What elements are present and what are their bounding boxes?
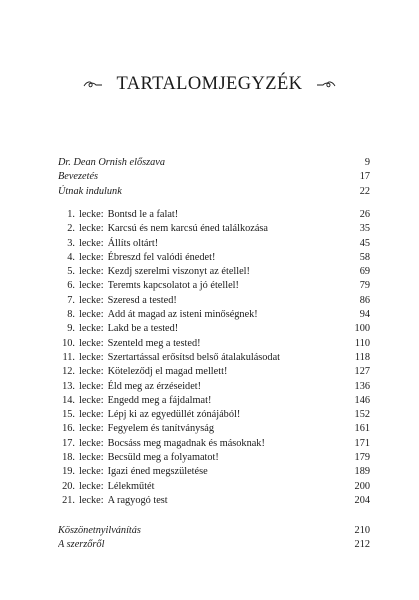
entry-title: Fegyelem és tanítványság [107, 423, 214, 435]
entry-page: 45 [359, 237, 370, 249]
lesson-number: 21. [62, 494, 75, 506]
lesson-number: 10. [62, 337, 75, 349]
entry-page: 9 [364, 157, 370, 168]
lesson-number: 11. [62, 351, 75, 363]
entry-page: 22 [359, 185, 370, 197]
entry-page: 100 [354, 323, 370, 335]
page-title: TARTALOMJEGYZÉK [116, 74, 303, 94]
entry-page: 94 [359, 309, 370, 321]
toc-entry-lesson[interactable] [58, 351, 370, 365]
toc-entry-lesson[interactable] [58, 222, 370, 236]
toc-entry-lesson[interactable] [58, 380, 370, 394]
entry-title: Bontsd le a falat! [107, 209, 179, 220]
toc-entry-lesson[interactable] [58, 480, 370, 494]
toc-entry-lesson[interactable] [58, 451, 370, 465]
entry-title: Szeresd a tested! [107, 294, 177, 306]
lesson-prefix: lecke: [79, 266, 104, 278]
lesson-prefix: lecke: [79, 380, 104, 392]
toc-entry[interactable] [58, 170, 370, 184]
toc-entry-lesson[interactable] [58, 337, 370, 351]
entry-page: 200 [354, 480, 370, 492]
entry-title: Add át magad az isteni minőségnek! [107, 309, 258, 321]
entry-page: 58 [359, 251, 370, 263]
lesson-number: 3. [67, 237, 75, 249]
toc-entry-lesson[interactable] [58, 394, 370, 408]
entry-title: Útnak indulunk [58, 185, 122, 197]
toc-entry-lesson[interactable] [58, 408, 370, 422]
lesson-prefix: lecke: [79, 452, 104, 464]
lesson-prefix: lecke: [79, 251, 104, 263]
lesson-number: 14. [62, 394, 75, 406]
lesson-number: 5. [67, 266, 75, 278]
lesson-prefix: lecke: [79, 337, 104, 349]
lesson-number: 15. [62, 409, 75, 421]
front-matter-list [58, 156, 370, 199]
entry-title: Lélekműtét [107, 480, 155, 492]
toc-entry-lesson[interactable] [58, 265, 370, 279]
lesson-prefix: lecke: [79, 223, 104, 235]
entry-title: Szenteld meg a tested! [107, 337, 201, 349]
toc-entry-lesson[interactable] [58, 365, 370, 379]
lesson-prefix: lecke: [79, 309, 104, 321]
entry-title: Köteleződj el magad mellett! [107, 366, 228, 378]
entry-title: Igazi éned megszületése [107, 466, 208, 478]
entry-title: Köszönetnyilvánítás [58, 525, 141, 536]
lesson-prefix: lecke: [79, 280, 104, 292]
entry-title: Bocsáss meg magadnak és másoknak! [107, 437, 265, 449]
entry-title: Állíts oltárt! [107, 237, 159, 249]
toc-entry-lesson[interactable] [58, 279, 370, 293]
lessons-list [58, 208, 370, 508]
entry-page: 161 [354, 423, 370, 435]
lesson-number: 1. [67, 209, 75, 220]
lesson-number: 4. [67, 251, 75, 263]
left-flourish-icon [83, 80, 103, 90]
entry-page: 204 [354, 494, 370, 506]
entry-page: 152 [354, 409, 370, 421]
entry-title: Karcsú és nem karcsú éned találkozása [107, 223, 268, 235]
lesson-prefix: lecke: [79, 423, 104, 435]
entry-title: Lépj ki az egyedüllét zónájából! [107, 409, 241, 421]
entry-page: 146 [354, 394, 370, 406]
right-flourish-icon [316, 80, 336, 90]
entry-page: 136 [354, 380, 370, 392]
toc-entry-lesson[interactable] [58, 437, 370, 451]
lesson-number: 7. [67, 294, 75, 306]
toc-entry-lesson[interactable] [58, 422, 370, 436]
lesson-prefix: lecke: [79, 294, 104, 306]
entry-title: A ragyogó test [107, 494, 168, 506]
lesson-prefix: lecke: [79, 209, 104, 220]
toc-entry-lesson[interactable] [58, 465, 370, 479]
entry-page: 26 [359, 209, 370, 220]
entry-title: Ébreszd fel valódi énedet! [107, 251, 216, 263]
lesson-prefix: lecke: [79, 237, 104, 249]
lesson-number: 19. [62, 466, 75, 478]
lesson-number: 12. [62, 366, 75, 378]
lesson-number: 9. [67, 323, 75, 335]
lesson-prefix: lecke: [79, 366, 104, 378]
toc-entry[interactable] [58, 538, 370, 552]
toc-heading [0, 74, 419, 95]
toc-entry-lesson[interactable] [58, 322, 370, 336]
lesson-prefix: lecke: [79, 466, 104, 478]
toc-entry[interactable] [58, 524, 370, 538]
entry-page: 110 [354, 337, 370, 349]
entry-page: 79 [359, 280, 370, 292]
entry-page: 69 [359, 266, 370, 278]
entry-title: Becsüld meg a folyamatot! [107, 452, 219, 464]
entry-title: Engedd meg a fájdalmat! [107, 394, 212, 406]
toc-entry-lesson[interactable] [58, 237, 370, 251]
entry-page: 35 [359, 223, 370, 235]
entry-title: Bevezetés [58, 171, 99, 183]
lesson-prefix: lecke: [79, 351, 104, 363]
entry-page: 189 [354, 466, 370, 478]
toc-entry-lesson[interactable] [58, 251, 370, 265]
lesson-prefix: lecke: [79, 480, 104, 492]
entry-title: Kezdj szerelmi viszonyt az étellel! [107, 266, 250, 278]
toc-entry-lesson[interactable] [58, 494, 370, 508]
entry-page: 179 [354, 452, 370, 464]
entry-title: Lakd be a tested! [107, 323, 179, 335]
lesson-number: 20. [62, 480, 75, 492]
lesson-number: 17. [62, 437, 75, 449]
toc-entry-lesson[interactable] [58, 208, 370, 222]
toc-entry[interactable] [58, 185, 370, 199]
lesson-prefix: lecke: [79, 394, 104, 406]
toc-entry-lesson[interactable] [58, 308, 370, 322]
entry-page: 17 [359, 171, 370, 183]
lesson-number: 6. [67, 280, 75, 292]
entry-title: Teremts kapcsolatot a jó étellel! [107, 280, 239, 292]
lesson-number: 16. [62, 423, 75, 435]
entry-title: Éld meg az érzéseidet! [107, 380, 202, 392]
lesson-number: 2. [67, 223, 75, 235]
lesson-number: 8. [67, 309, 75, 321]
entry-title: Dr. Dean Ornish előszava [58, 157, 165, 168]
lesson-prefix: lecke: [79, 494, 104, 506]
entry-page: 210 [354, 525, 370, 536]
back-matter-list [58, 524, 370, 553]
toc-entry[interactable] [58, 156, 370, 170]
lesson-number: 18. [62, 452, 75, 464]
lesson-prefix: lecke: [79, 323, 104, 335]
lesson-number: 13. [62, 380, 75, 392]
entry-title: A szerzőről [58, 539, 105, 551]
entry-page: 171 [354, 437, 370, 449]
entry-page: 118 [354, 351, 370, 363]
toc-entry-lesson[interactable] [58, 294, 370, 308]
entry-page: 127 [354, 366, 370, 378]
entry-page: 86 [359, 294, 370, 306]
entry-page: 212 [354, 539, 370, 551]
entry-title: Szertartással erősítsd belső átalakulásodat [107, 351, 281, 363]
lesson-prefix: lecke: [79, 437, 104, 449]
lesson-prefix: lecke: [79, 409, 104, 421]
